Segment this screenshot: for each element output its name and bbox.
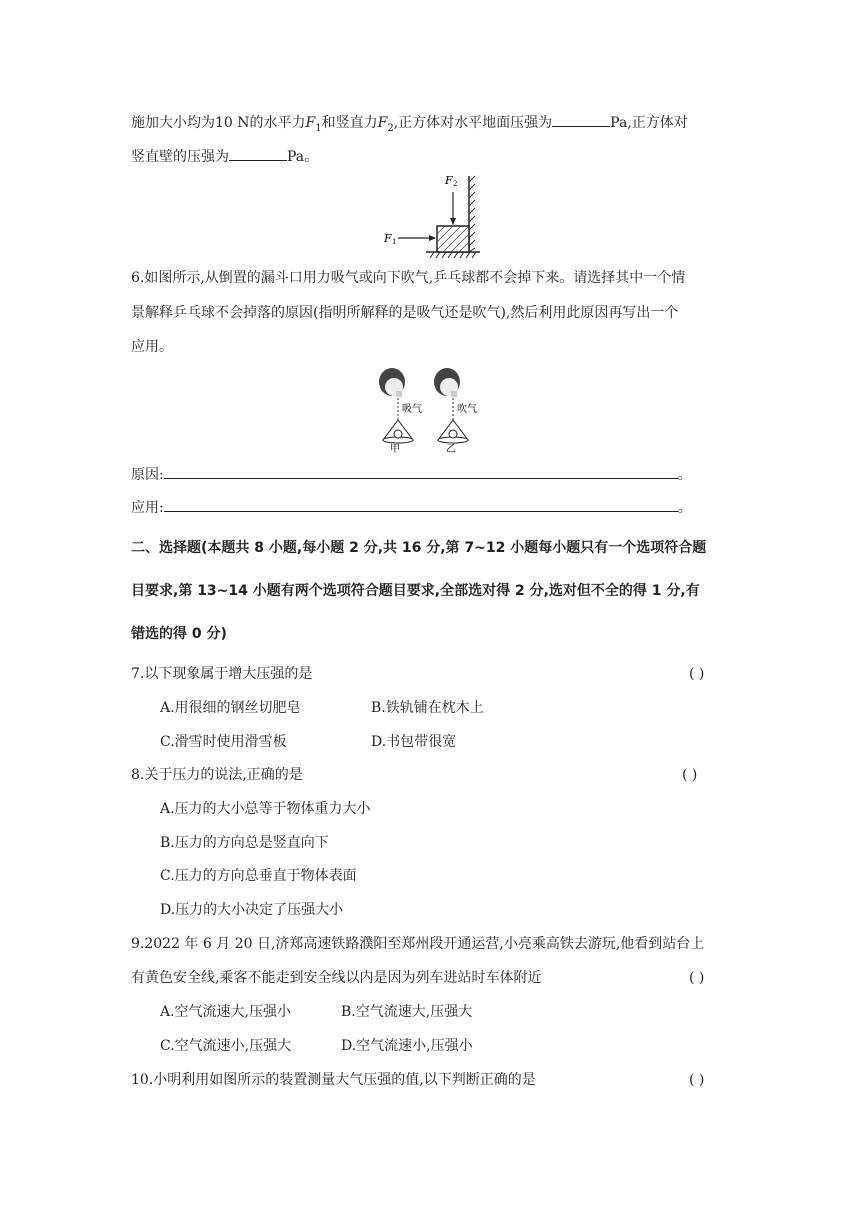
answer-blank-2[interactable] <box>229 146 287 161</box>
section2-heading-line3: 错选的得 0 分) <box>131 626 227 642</box>
q7-option-d[interactable]: D.书包带很宽 <box>371 734 457 750</box>
q8-option-d[interactable]: D.压力的大小决定了压强大小 <box>160 902 344 918</box>
q7-option-c[interactable]: C.滑雪时使用滑雪板 <box>160 734 287 750</box>
f2-symbol: F <box>377 115 388 131</box>
fig-f2-label: F <box>445 174 453 187</box>
q8-option-a[interactable]: A.压力的大小总等于物体重力大小 <box>160 801 371 817</box>
q5-text-after: ,正方体对水平地面压强为 <box>393 115 553 131</box>
label-inhale: 吸气 <box>402 404 422 415</box>
q7-answer-paren[interactable]: ( ) <box>689 666 705 682</box>
q10-answer-paren[interactable]: ( ) <box>689 1072 705 1088</box>
reason-line <box>131 464 692 485</box>
q5-line2 <box>131 146 318 167</box>
section2-heading-line1: 二、选择题(本题共 8 小题,每小题 2 分,共 16 分,第 7~12 小题每小题只有一个选项符合题 <box>131 540 707 556</box>
apply-line <box>131 497 692 518</box>
fig-f1-label: F <box>384 232 392 245</box>
q6-line1: 6.如图所示,从倒置的漏斗口用力吸气或向下吹气,乒乓球都不会掉下来。请选择其中一个情 <box>131 270 686 286</box>
q6-line2: 景解释乒乓球不会掉落的原因(指明所解释的是吸气还是吹气),然后利用此原因再写出一个 <box>131 305 679 321</box>
q8-option-b[interactable]: B.压力的方向总是竖直向下 <box>160 835 329 851</box>
q9-option-b[interactable]: B.空气流速大,压强大 <box>341 1004 473 1020</box>
reason-label: 原因: <box>131 467 164 483</box>
reason-answer-line[interactable] <box>164 464 678 479</box>
q5-text: 施加大小均为10 N的水平力 <box>131 115 306 131</box>
reason-end: 。 <box>677 467 692 483</box>
unit-pa-2: Pa。 <box>287 149 319 165</box>
fig-f2-sub: 2 <box>453 180 458 188</box>
force-block-figure <box>380 172 490 260</box>
f1-subscript: 1 <box>315 122 322 134</box>
q9-answer-paren[interactable]: ( ) <box>689 970 705 986</box>
section2-heading-line2: 目要求,第 13~14 小题有两个选项符合题目要求,全部选对得 2 分,选对但不全的得 1 分,有 <box>131 583 700 599</box>
q7-option-a[interactable]: A.用很细的钢丝切肥皂 <box>160 700 301 716</box>
funnel-kids-figure <box>374 360 500 456</box>
apply-answer-line[interactable] <box>164 497 678 512</box>
f2-subscript: 2 <box>387 122 394 134</box>
q5-line1 <box>131 112 688 139</box>
q5-text-2: 竖直壁的压强为 <box>131 149 229 165</box>
q9-line2: 有黄色安全线,乘客不能走到安全线以内是因为列车进站时车体附近 <box>131 970 542 986</box>
q8-answer-paren[interactable]: ( ) <box>682 767 698 783</box>
q9-line1: 9.2022 年 6 月 20 日,济郑高速铁路濮阳至郑州段开通运营,小亮乘高铁去游玩,他看到站台上 <box>131 936 705 952</box>
unit-pa-1: Pa,正方体对 <box>610 115 688 131</box>
q8-option-c[interactable]: C.压力的方向总垂直于物体表面 <box>160 868 357 884</box>
label-yi: 乙 <box>446 444 456 455</box>
q8-stem: 8.关于压力的说法,正确的是 <box>131 767 303 783</box>
apply-end: 。 <box>677 500 692 516</box>
q10-stem: 10.小明利用如图所示的装置测量大气压强的值,以下判断正确的是 <box>131 1072 536 1088</box>
q7-option-b[interactable]: B.铁轨铺在枕木上 <box>371 700 484 716</box>
q9-option-a[interactable]: A.空气流速大,压强小 <box>160 1004 292 1020</box>
apply-label: 应用: <box>131 500 164 516</box>
q9-option-c[interactable]: C.空气流速小,压强大 <box>160 1038 292 1054</box>
q5-text-mid: 和竖直力 <box>321 115 378 131</box>
label-jia: 甲 <box>390 444 400 455</box>
f1-symbol: F <box>305 115 316 131</box>
label-exhale: 吹气 <box>457 404 477 415</box>
q6-line3: 应用。 <box>131 339 173 355</box>
q7-stem: 7.以下现象属于增大压强的是 <box>131 666 313 682</box>
fig-f1-sub: 1 <box>392 238 397 246</box>
answer-blank-1[interactable] <box>552 112 610 127</box>
q9-option-d[interactable]: D.空气流速小,压强小 <box>341 1038 473 1054</box>
